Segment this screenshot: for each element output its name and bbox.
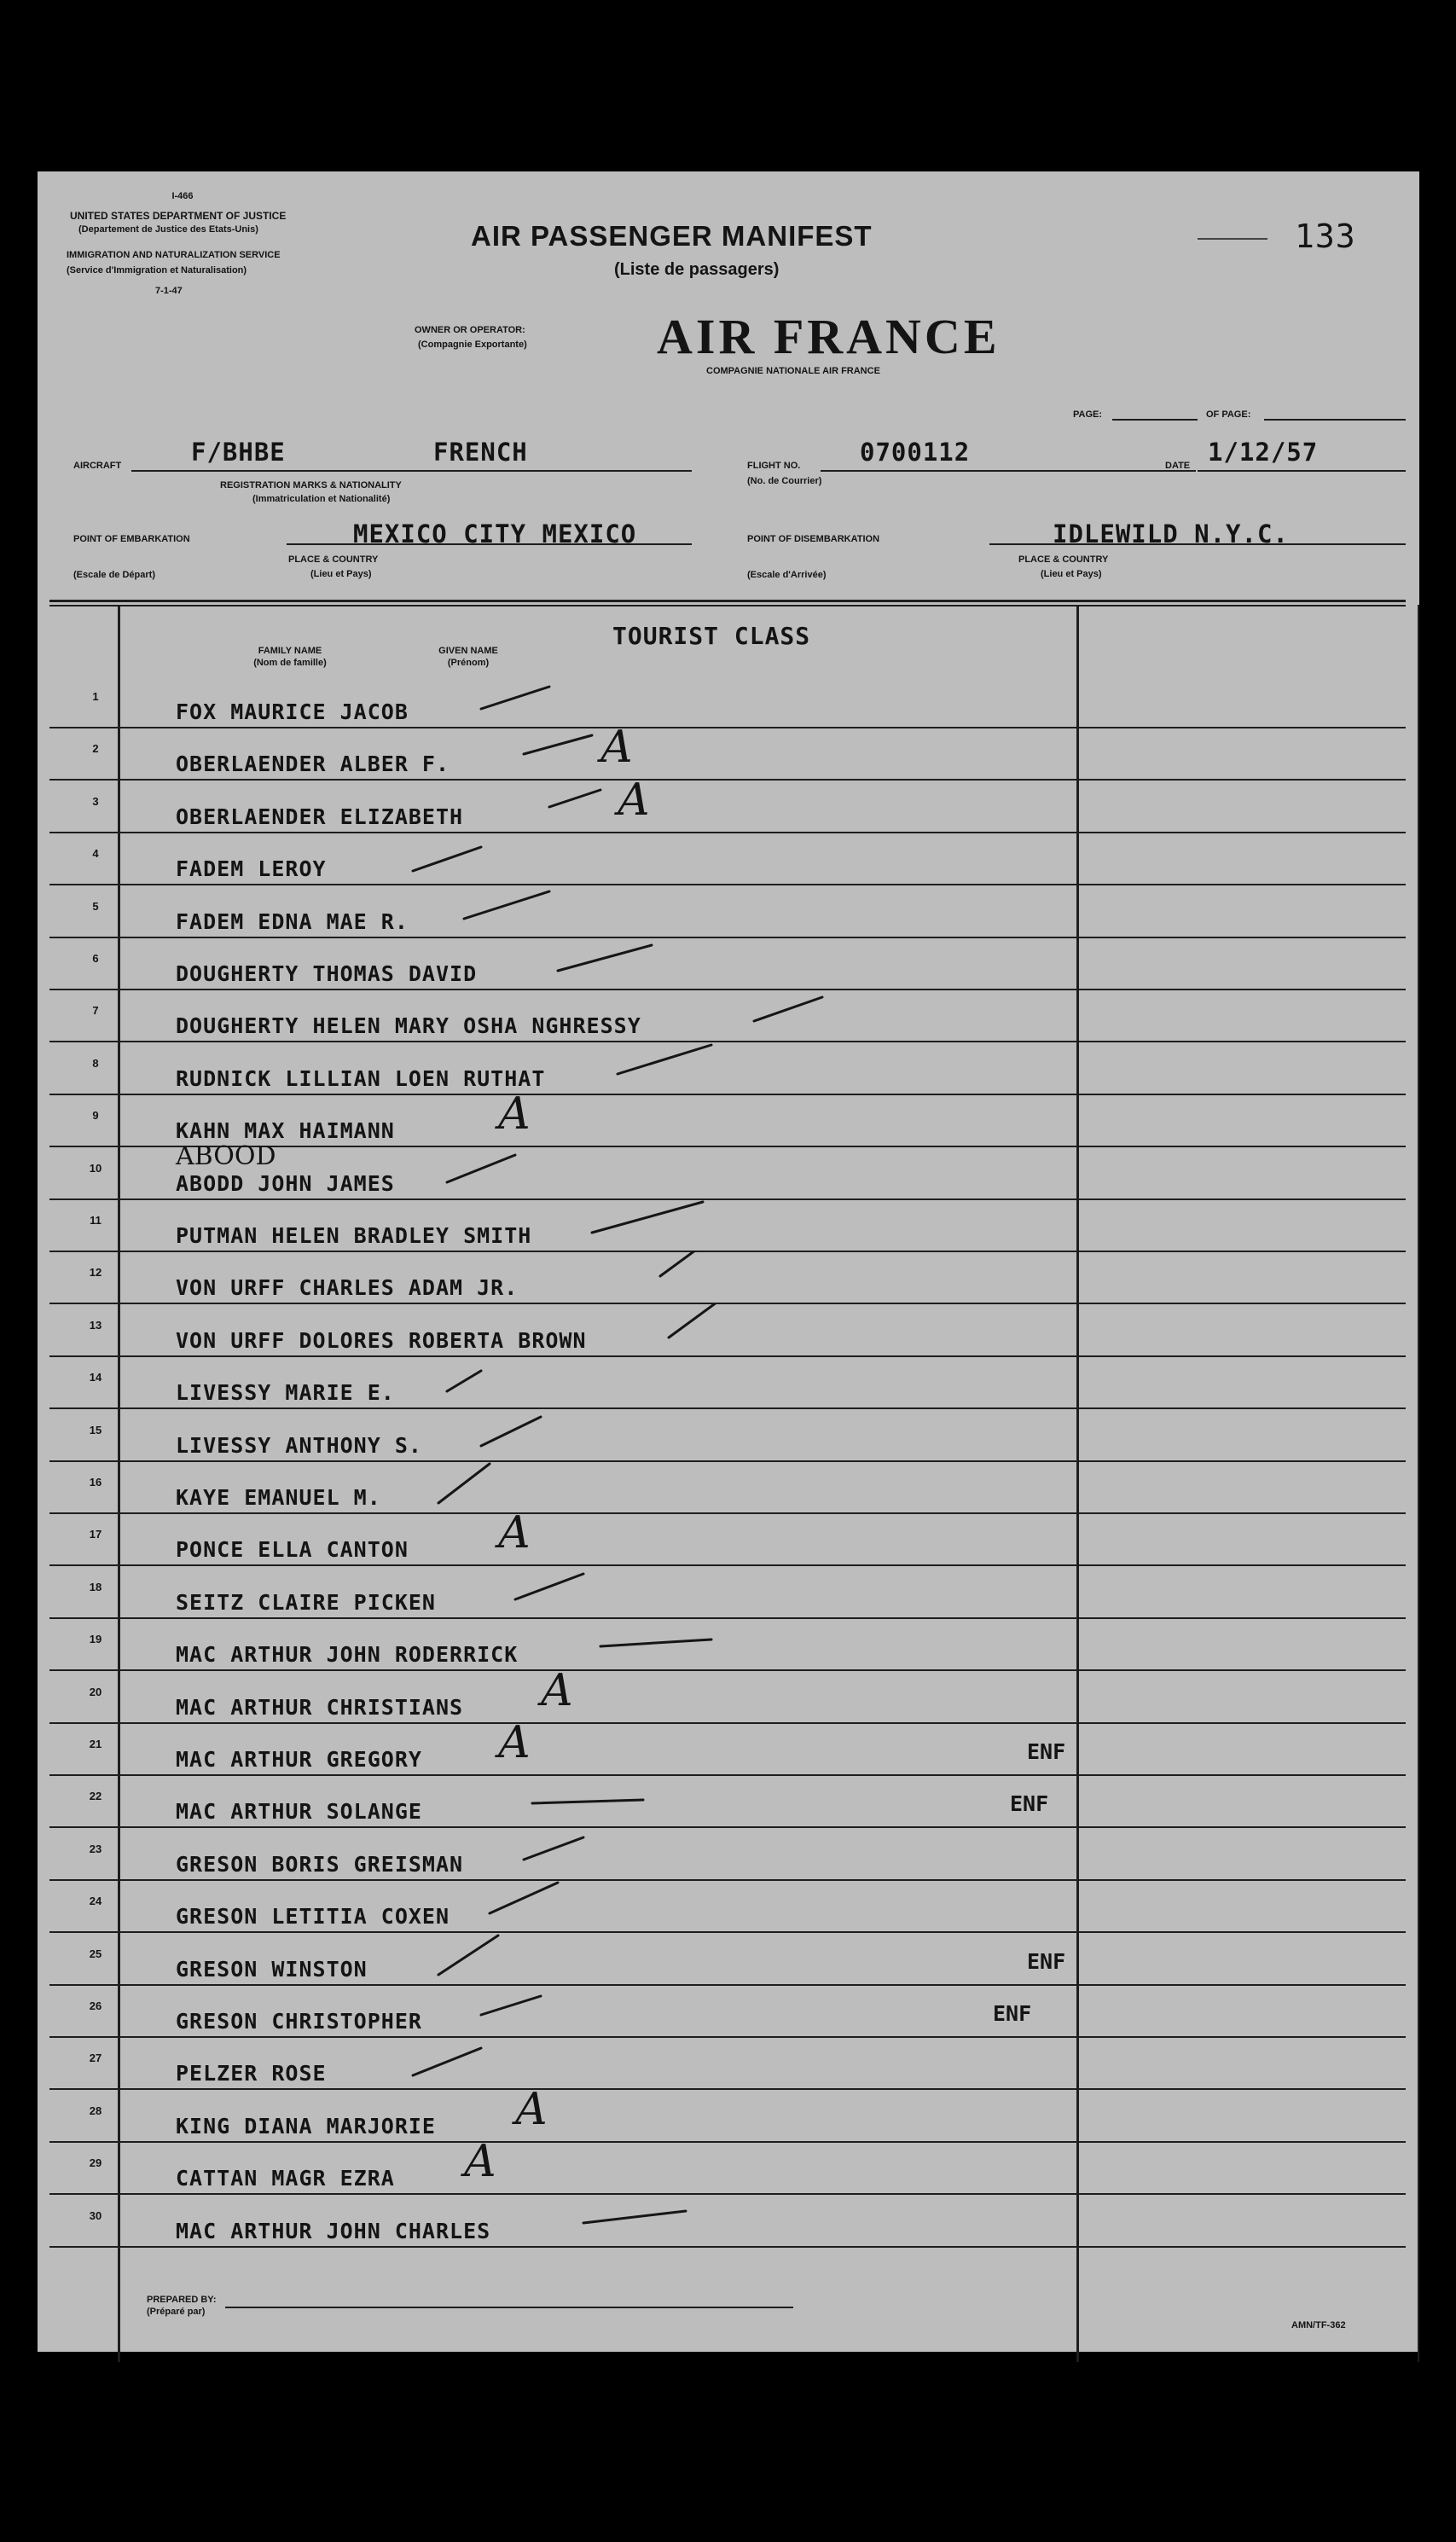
flight-label-fr: (No. de Courrier) <box>747 476 822 486</box>
passenger-name: ABODD JOHN JAMES <box>176 1170 395 1196</box>
passenger-name: MAC ARTHUR JOHN RODERRICK <box>176 1642 519 1668</box>
aircraft-registration: F/BHBE <box>191 438 286 467</box>
row-number: 28 <box>89 2104 102 2117</box>
passenger-note: ENF <box>1027 1948 1066 1974</box>
flight-date: 1/12/57 <box>1208 438 1319 467</box>
passenger-name: PUTMAN HELEN BRADLEY SMITH <box>176 1223 532 1248</box>
row-rule <box>49 1094 1406 1095</box>
of-page-label: OF PAGE: <box>1206 409 1251 420</box>
date-label: DATE <box>1165 461 1191 471</box>
row-number: 9 <box>92 1109 99 1123</box>
row-rule <box>49 2246 1406 2248</box>
passenger-name: GRESON CHRISTOPHER <box>176 2009 422 2034</box>
handwritten-mark: A <box>492 1507 536 1559</box>
passenger-name: MAC ARTHUR SOLANGE <box>176 1799 422 1825</box>
passenger-name: VON URFF CHARLES ADAM JR. <box>176 1275 519 1301</box>
row-number: 26 <box>89 1999 102 2012</box>
class-header: TOURIST CLASS <box>612 622 811 650</box>
flight-line <box>821 470 1196 472</box>
row-rule <box>49 1669 1406 1671</box>
passenger-note: ENF <box>1010 1791 1049 1817</box>
handwritten-mark: A <box>595 722 638 774</box>
page-label: PAGE: <box>1073 409 1103 420</box>
row-number: 8 <box>92 1056 99 1070</box>
embarkation-label-fr: (Escale de Départ) <box>73 570 155 580</box>
row-number: 25 <box>89 1947 102 1960</box>
form-code: AMN/TF-362 <box>1291 2320 1346 2330</box>
row-number: 17 <box>89 1528 102 1541</box>
check-stroke <box>38 2194 1419 2262</box>
handwritten-mark: A <box>535 1664 578 1716</box>
operator-label: OWNER OR OPERATOR: <box>415 325 525 335</box>
page-title: AIR PASSENGER MANIFEST <box>471 220 873 252</box>
row-number: 16 <box>89 1476 102 1489</box>
disembarkation-place-caption-fr: (Lieu et Pays) <box>1041 569 1102 579</box>
row-number: 12 <box>89 1266 102 1280</box>
row-number: 21 <box>89 1738 102 1750</box>
row-number: 30 <box>89 2208 102 2222</box>
airline-subtitle: COMPAGNIE NATIONALE AIR FRANCE <box>706 366 880 376</box>
passenger-name: GRESON BORIS GREISMAN <box>176 1851 464 1877</box>
aircraft-nationality: FRENCH <box>433 438 528 467</box>
handwritten-mark: A <box>458 2136 502 2188</box>
row-number: 14 <box>89 1371 102 1384</box>
flight-label: FLIGHT NO. <box>747 461 801 471</box>
row-number: 2 <box>92 742 99 756</box>
passenger-name: PONCE ELLA CANTON <box>176 1537 409 1563</box>
prepared-by-label: PREPARED BY: <box>147 2295 217 2305</box>
passenger-name: LIVESSY ANTHONY S. <box>176 1432 422 1458</box>
family-name-header-fr: (Nom de famille) <box>253 658 327 668</box>
passenger-name: OBERLAENDER ELIZABETH <box>176 804 464 829</box>
passenger-name: GRESON LETITIA COXEN <box>176 1904 450 1930</box>
page-number-dash <box>1198 238 1267 240</box>
flight-number: 0700112 <box>860 438 971 467</box>
page-line <box>1112 419 1198 421</box>
passenger-name: OBERLAENDER ALBER F. <box>176 752 450 777</box>
handwritten-mark: A <box>509 2083 553 2135</box>
row-number: 18 <box>89 1580 102 1593</box>
passenger-name: KAHN MAX HAIMANN <box>176 1118 395 1144</box>
passenger-name: MAC ARTHUR CHRISTIANS <box>176 1694 464 1720</box>
passenger-name: KAYE EMANUEL M. <box>176 1485 381 1510</box>
row-number: 23 <box>89 1842 102 1855</box>
check-stroke <box>38 1617 1419 1686</box>
row-rule <box>49 1512 1406 1514</box>
agency-name-fr: (Departement de Justice des Etats-Unis) <box>78 224 258 235</box>
passenger-name: MAC ARTHUR GREGORY <box>176 1747 422 1772</box>
passenger-note: ENF <box>993 2001 1032 2026</box>
row-number: 1 <box>92 690 99 703</box>
given-name-header-fr: (Prénom) <box>447 658 490 668</box>
table-top-border-inner <box>49 605 1406 606</box>
passenger-name: MAC ARTHUR JOHN CHARLES <box>176 2218 491 2243</box>
handwritten-mark: A <box>612 774 655 826</box>
row-rule <box>49 1722 1406 1724</box>
passenger-name: KING DIANA MARJORIE <box>176 2113 436 2139</box>
row-number: 24 <box>89 1895 102 1908</box>
row-number: 27 <box>89 2052 102 2065</box>
row-rule <box>49 2141 1406 2143</box>
row-number: 11 <box>90 1214 102 1227</box>
prepared-by-label-fr: (Préparé par) <box>147 2307 206 2317</box>
operator-label-fr: (Compagnie Exportante) <box>418 340 527 350</box>
row-number: 15 <box>89 1423 102 1436</box>
handwritten-correction: ABOOD <box>176 1140 276 1171</box>
passenger-name: FADEM EDNA MAE R. <box>176 908 409 934</box>
check-stroke <box>38 1460 1419 1529</box>
page-title-fr: (Liste de passagers) <box>614 260 780 279</box>
form-date: 7-1-47 <box>155 286 183 296</box>
row-number: 29 <box>89 2156 102 2170</box>
embarkation-place-caption-fr: (Lieu et Pays) <box>310 569 372 579</box>
given-name-header: GIVEN NAME <box>438 646 498 656</box>
passenger-name: DOUGHERTY THOMAS DAVID <box>176 961 478 986</box>
agency-name: UNITED STATES DEPARTMENT OF JUSTICE <box>70 210 287 222</box>
passenger-name: CATTAN MAGR EZRA <box>176 2166 395 2191</box>
disembarkation-place-caption: PLACE & COUNTRY <box>1018 554 1109 565</box>
row-number: 10 <box>89 1161 102 1175</box>
embarkation-place-caption: PLACE & COUNTRY <box>288 554 379 565</box>
service-name: IMMIGRATION AND NATURALIZATION SERVICE <box>67 250 281 260</box>
disembarkation-point: IDLEWILD N.Y.C. <box>1053 519 1289 548</box>
table-top-border <box>49 600 1406 602</box>
passenger-name: GRESON WINSTON <box>176 1956 368 1982</box>
embarkation-label: POINT OF EMBARKATION <box>73 534 190 544</box>
aircraft-label: AIRCRAFT <box>73 461 122 471</box>
passenger-name: PELZER ROSE <box>176 2061 327 2086</box>
row-rule <box>49 2088 1406 2090</box>
row-number: 20 <box>89 1685 102 1698</box>
row-number: 3 <box>92 794 99 808</box>
service-name-fr: (Service d'Immigration et Naturalisation) <box>67 265 247 276</box>
page-number: 133 <box>1295 218 1356 255</box>
row-number: 5 <box>92 899 99 913</box>
registration-caption-fr: (Immatriculation et Nationalité) <box>252 494 391 504</box>
row-number: 22 <box>89 1790 102 1803</box>
date-line <box>1198 470 1406 472</box>
check-stroke <box>38 1042 1419 1110</box>
airline-name: AIR FRANCE <box>657 309 1001 364</box>
disembarkation-label-fr: (Escale d'Arrivée) <box>747 570 827 580</box>
of-page-line <box>1264 419 1406 421</box>
passenger-name: FOX MAURICE JACOB <box>176 699 409 724</box>
handwritten-mark: A <box>492 1717 536 1768</box>
passenger-name: LIVESSY MARIE E. <box>176 1380 395 1406</box>
family-name-header: FAMILY NAME <box>258 646 322 656</box>
passenger-name: FADEM LEROY <box>176 856 327 882</box>
row-number: 4 <box>92 847 99 861</box>
registration-caption: REGISTRATION MARKS & NATIONALITY <box>220 480 402 490</box>
row-number: 6 <box>92 952 99 965</box>
passenger-name: DOUGHERTY HELEN MARY OSHA NGHRESSY <box>176 1013 641 1039</box>
prepared-by-line <box>225 2307 793 2308</box>
passenger-name: RUDNICK LILLIAN LOEN RUTHAT <box>176 1065 546 1091</box>
row-number: 19 <box>89 1633 102 1646</box>
form-number: I-466 <box>171 191 194 201</box>
row-number: 13 <box>89 1318 102 1332</box>
embarkation-point: MEXICO CITY MEXICO <box>353 519 637 548</box>
check-stroke <box>38 2036 1419 2104</box>
passenger-name: VON URFF DOLORES ROBERTA BROWN <box>176 1327 587 1353</box>
row-number: 7 <box>92 1004 99 1018</box>
aircraft-line <box>131 470 692 472</box>
passenger-name: SEITZ CLAIRE PICKEN <box>176 1589 436 1615</box>
passenger-note: ENF <box>1027 1739 1066 1764</box>
manifest-sheet <box>38 171 1419 2352</box>
disembarkation-label: POINT OF DISEMBARKATION <box>747 534 880 544</box>
handwritten-mark: A <box>492 1088 536 1140</box>
